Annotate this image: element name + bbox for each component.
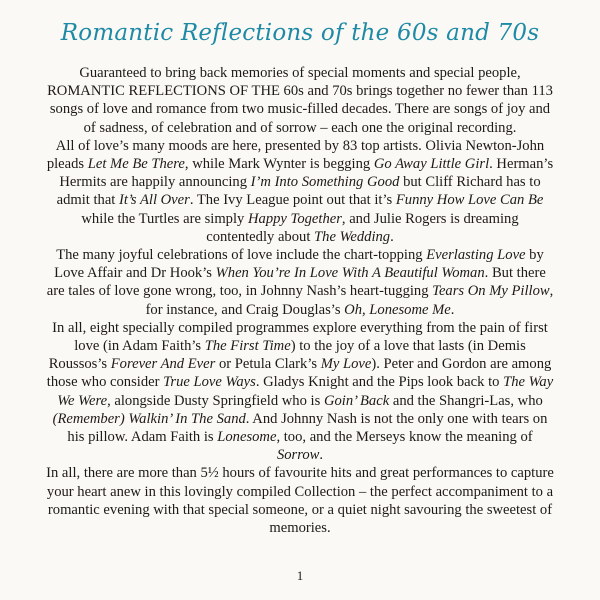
text-run: Guaranteed to bring back memories of special moments and special people, ROMANTIC REFLECTIONS OF THE 60s and 70s brings together no fewer than 113 songs of love and romance from two music-filled decades. There are songs of joy and of sadness, of celebration and of sorrow – each one the original recording. xyxy=(47,65,553,136)
song-title: Sorrow xyxy=(276,447,320,464)
song-title: Tears On My Pillow xyxy=(432,283,550,300)
song-title: Goin’ Back xyxy=(323,392,390,409)
text-run: The many joyful celebrations of love include the chart-topping xyxy=(56,247,427,264)
song-title: Let Me Be There xyxy=(87,156,185,173)
song-title: Funny How Love Can Be xyxy=(395,192,544,209)
song-title: It’s All Over xyxy=(119,192,190,209)
paragraph xyxy=(46,137,554,246)
song-title: Forever And Ever xyxy=(110,356,216,373)
text-run: and the Shangri-Las, who xyxy=(389,392,543,409)
song-title: My Love xyxy=(320,356,372,373)
text-run: . And Johnny Nash is not the only one with tears on his pillow. Adam Faith is xyxy=(67,410,548,446)
text-run: ). Peter and Gordon are among those who consider xyxy=(46,356,552,391)
paragraph xyxy=(46,246,554,319)
text-run: or Petula Clark’s xyxy=(215,356,321,373)
paragraph xyxy=(46,464,554,537)
text-run: while the Turtles are simply xyxy=(81,210,248,227)
song-title: Oh, Lonesome Me xyxy=(344,301,451,318)
page-number: 1 xyxy=(296,568,304,583)
text-run: , and Julie Rogers is dreaming contentedly about xyxy=(206,210,519,245)
song-title: Happy Together xyxy=(247,210,342,227)
text-run: ) to the joy of a love that lasts (in Demis Roussos’s xyxy=(48,338,526,373)
text-run: All of love’s many moods are here, presented by 83 top artists. Olivia Newton-John pleads xyxy=(46,137,545,173)
text-run: . Gladys Knight and the Pips look back to xyxy=(255,374,504,391)
paragraph xyxy=(46,319,554,465)
text-run: In all, eight specially compiled programmes explore everything from the pain of first love (in Adam Faith’s xyxy=(52,319,548,355)
song-title: The Wedding xyxy=(314,228,391,245)
song-title: The First Time xyxy=(204,338,291,355)
text-run: . But there are tales of love gone wrong, too, in Johnny Nash’s heart-tugging xyxy=(46,265,546,300)
text-run: . Herman’s Hermits are happily announcing xyxy=(59,156,554,191)
song-title: The Way We Were xyxy=(57,374,554,409)
text-run: by Love Affair and Dr Hook’s xyxy=(54,247,544,282)
song-title: Everlasting Love xyxy=(426,247,526,264)
text-run: , too, and the Merseys know the meaning of xyxy=(276,429,533,446)
song-title: When You’re In Love With A Beautiful Woman xyxy=(215,265,485,282)
text-run: . xyxy=(450,301,455,318)
text-run: . xyxy=(390,228,394,245)
text-run: but Cliff Richard has to admit that xyxy=(56,174,541,209)
body-text xyxy=(46,64,554,537)
text-run: , for instance, and Craig Douglas’s xyxy=(145,283,554,318)
paragraph xyxy=(46,64,554,137)
text-run: . The Ivy League point out that it’s xyxy=(189,192,396,209)
song-title: Go Away Little Girl xyxy=(373,156,490,173)
text-run: In all, there are more than 5½ hours of favourite hits and great performances to capture your heart anew in this lovingly compiled Collection – the perfect accompaniment to a romantic evening with that special someone, or a quiet night savouring the sweetest of memories. xyxy=(46,465,554,537)
text-run: . xyxy=(319,447,324,464)
song-title: (Remember) Walkin’ In The Sand xyxy=(52,410,246,427)
text-run: , while Mark Wynter is begging xyxy=(184,156,374,173)
page-title: Romantic Reflections of the 60s and 70s xyxy=(60,20,540,46)
song-title: I’m Into Something Good xyxy=(250,174,400,191)
song-title: True Love Ways xyxy=(163,374,256,391)
song-title: Lonesome xyxy=(217,429,277,446)
text-run: , alongside Dusty Springfield who is xyxy=(107,392,324,409)
